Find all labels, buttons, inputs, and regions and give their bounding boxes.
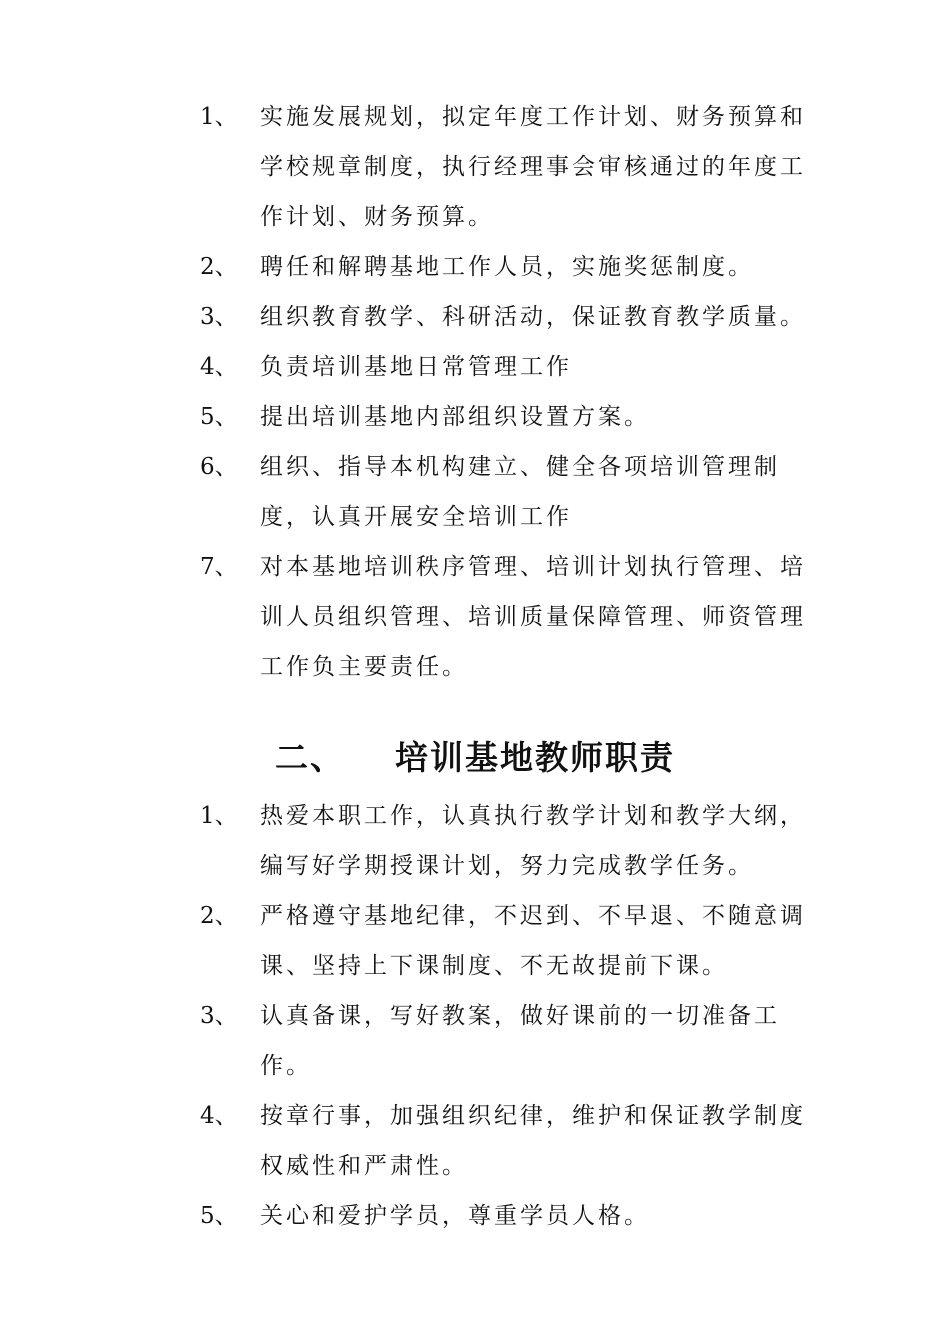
list-item (200, 242, 820, 292)
list-item (200, 292, 820, 342)
item-text: 负责培训基地日常管理工作 (260, 354, 572, 380)
item-text: 严格遵守基地纪律，不迟到、不早退、不随意调课、坚持上下课制度、不无故提前下课。 (260, 903, 806, 979)
list-item (200, 92, 820, 242)
list-item (200, 791, 820, 891)
list-item (200, 891, 820, 991)
item-number: 3、 (200, 1003, 238, 1029)
item-text: 聘任和解聘基地工作人员，实施奖惩制度。 (260, 254, 754, 280)
item-number: 6、 (200, 454, 238, 480)
list-item (200, 1191, 820, 1241)
item-text: 对本基地培训秩序管理、培训计划执行管理、培训人员组织管理、培训质量保障管理、师资管理工作负主要责任。 (260, 554, 806, 680)
item-text: 认真备课，写好教案，做好课前的一切准备工作。 (260, 1003, 780, 1079)
list-item (200, 1091, 820, 1191)
list-item (200, 542, 820, 692)
section-two-list (200, 791, 820, 1241)
item-text: 热爱本职工作，认真执行教学计划和教学大纲，编写好学期授课计划，努力完成教学任务。 (260, 803, 806, 879)
section-number: 二、 (275, 738, 345, 777)
item-number: 4、 (200, 1103, 238, 1129)
section-title: 培训基地教师职责 (395, 738, 675, 777)
list-item (200, 392, 820, 442)
section-one-list (200, 92, 820, 692)
list-item (200, 342, 820, 392)
item-number: 1、 (200, 104, 238, 130)
item-number: 5、 (200, 1203, 238, 1229)
item-text: 提出培训基地内部组织设置方案。 (260, 404, 650, 430)
list-item (200, 442, 820, 542)
item-number: 3、 (200, 304, 238, 330)
item-number: 2、 (200, 903, 238, 929)
item-text: 关心和爱护学员，尊重学员人格。 (260, 1203, 650, 1229)
item-text: 按章行事，加强组织纪律，维护和保证教学制度权威性和严肃性。 (260, 1103, 806, 1179)
item-text: 组织、指导本机构建立、健全各项培训管理制度，认真开展安全培训工作 (260, 454, 780, 530)
item-text: 组织教育教学、科研活动，保证教育教学质量。 (260, 304, 806, 330)
item-number: 1、 (200, 803, 238, 829)
section-heading (0, 730, 950, 786)
item-number: 5、 (200, 404, 238, 430)
item-number: 4、 (200, 354, 238, 380)
list-item (200, 991, 820, 1091)
item-text: 实施发展规划，拟定年度工作计划、财务预算和学校规章制度，执行经理事会审核通过的年度工作计划、财务预算。 (260, 104, 806, 230)
item-number: 2、 (200, 254, 238, 280)
item-number: 7、 (200, 554, 238, 580)
